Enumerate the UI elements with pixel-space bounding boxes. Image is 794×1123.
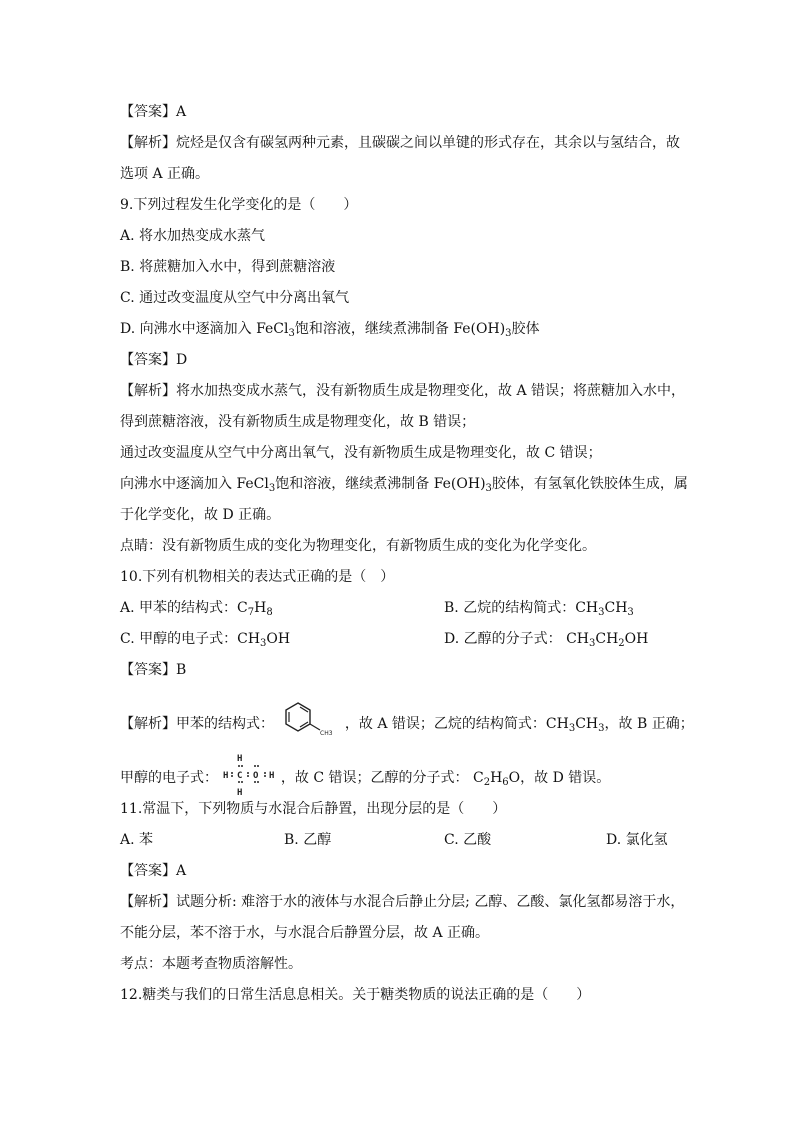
q10-option-c: C. 甲醇的电子式：$CH_3OH$: [120, 631, 291, 649]
toluene-structure-image: [278, 699, 340, 749]
q11-analysis-line-2: 不能分层，苯不溶于水，与水混合后静置分层，故 A 正确。: [120, 925, 490, 941]
q10-option-d: D. 乙醇的分子式： $CH_3CH_2OH$: [444, 631, 649, 649]
q10-option-b: B. 乙烷的结构简式：$CH_3CH_3$: [444, 600, 634, 618]
q9-analysis-line-4: 向沸水中逐滴加入 FeCl$_3$饱和溶液，继续煮沸制备 $Fe(OH)_3$胶体，有氢氧化铁胶体生成，属: [120, 476, 688, 494]
q11-kaodian: 考点：本题考查物质溶解性。: [120, 956, 302, 972]
q11-stem: 11.常温下，下列物质与水混合后静置，出现分层的是（ ）: [120, 801, 507, 817]
svg-text:H: H: [269, 771, 275, 781]
q11-analysis-line-1: 【解析】试题分析: 难溶于水的液体与水混合后静止分层; 乙醇、乙酸、氯化氢都易溶于水，: [120, 894, 685, 910]
q11-option-d: D. 氯化氢: [606, 832, 668, 848]
q8-analysis-line-2: 选项 A 正确。: [120, 166, 210, 182]
svg-text:H: H: [237, 754, 243, 764]
q11-option-a: A. 苯: [120, 832, 154, 848]
q9-option-c: C. 通过改变温度从空气中分离出氧气: [120, 290, 350, 306]
svg-text:C: C: [237, 771, 243, 781]
q10-answer: 【答案】B: [120, 662, 187, 678]
q9-option-d: D. 向沸水中逐滴加入 FeCl$_3$饱和溶液，继续煮沸制备 $Fe(OH)_3$胶体: [120, 321, 540, 339]
q8-answer: 【答案】A: [120, 104, 187, 120]
q11-option-b: B. 乙醇: [284, 832, 332, 848]
q10-analysis-line-1: 【解析】甲苯的结构式： CH3 ，故 A 错误；乙烷的结构简式：$CH_3CH_3$，故 B 正确；: [120, 699, 694, 749]
q9-stem: 9.下列过程发生化学变化的是（ ）: [120, 197, 358, 213]
svg-text:H: H: [237, 788, 243, 798]
q9-answer: 【答案】D: [120, 352, 188, 368]
q11-answer: 【答案】A: [120, 863, 187, 879]
q11-option-c: C. 乙酸: [444, 832, 492, 848]
svg-text:O: O: [253, 771, 259, 781]
q9-analysis-line-1: 【解析】将水加热变成水蒸气，没有新物质生成是物理变化，故 A 错误；将蔗糖加入水中，: [120, 383, 686, 399]
q12-stem: 12.糖类与我们的日常生活息息相关。关于糖类物质的说法正确的是（ ）: [120, 987, 591, 1003]
q9-analysis-line-3: 通过改变温度从空气中分离出氧气，没有新物质生成是物理变化，故 C 错误；: [120, 445, 602, 461]
q9-analysis-line-5: 于化学变化，故 D 正确。: [120, 507, 281, 523]
q9-option-b: B. 将蔗糖加入水中，得到蔗糖溶液: [120, 259, 336, 275]
q10-analysis-line-2: 甲醇的电子式： H H C O H H ，故 C 错误；乙醇的分子式： $C_2H_6O$，故 D 错误。: [120, 752, 610, 804]
q10-option-a: A. 甲苯的结构式：$C_7H_8$: [120, 600, 273, 618]
q9-note: 点睛：没有新物质生成的变化为物理变化，有新物质生成的变化为化学变化。: [120, 538, 596, 554]
methanol-lewis-structure-image: [222, 752, 276, 804]
toluene-ch3-label: CH3: [320, 730, 333, 737]
svg-text:H: H: [223, 771, 229, 781]
q9-analysis-line-2: 得到蔗糖溶液，没有新物质生成是物理变化，故 B 错误；: [120, 414, 476, 430]
q10-stem: 10.下列有机物相关的表达式正确的是（ ）: [120, 569, 395, 585]
q9-option-a: A. 将水加热变成水蒸气: [120, 228, 266, 244]
q8-analysis-line-1: 【解析】烷烃是仅含有碳氢两种元素，且碳碳之间以单键的形式存在，其余以与氢结合，故: [120, 135, 680, 151]
